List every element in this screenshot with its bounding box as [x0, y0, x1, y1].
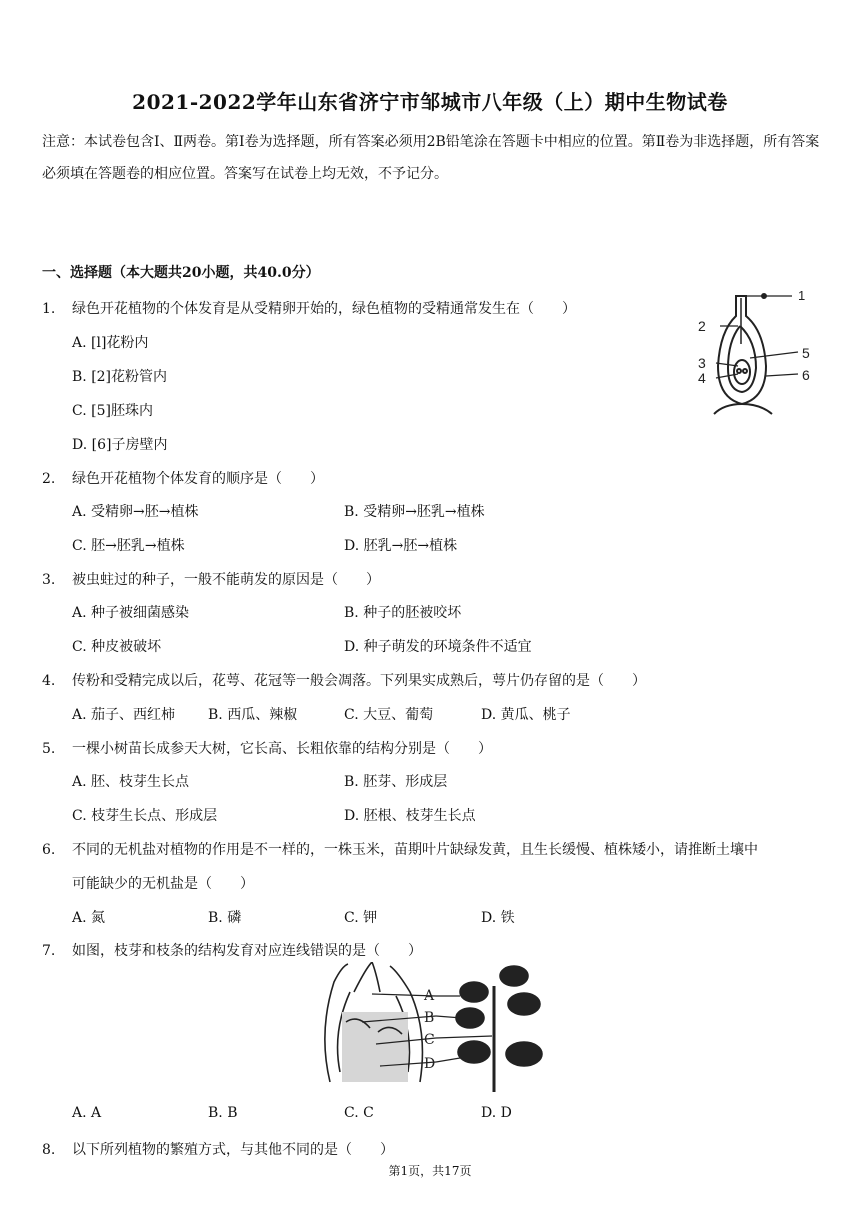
section-heading: 一、选择题（本大题共20小题，共40.0分）: [42, 265, 320, 281]
page-footer: 第1页，共17页: [388, 1164, 472, 1178]
question-7: [42, 940, 422, 960]
fig2-label-d: D: [424, 1056, 436, 1072]
question-number: 7.: [42, 943, 56, 959]
question-text: 被虫蛀过的种子，一般不能萌发的原因是（ ）: [72, 572, 380, 588]
option-1a: A. [l]花粉内: [72, 335, 149, 351]
growth-point: [354, 962, 380, 992]
polar-nucleus: [743, 369, 747, 373]
bud-branch-diagram: [310, 962, 560, 1092]
fig1-label-2: 2: [698, 318, 706, 334]
leaf-mid-left: [456, 1008, 484, 1028]
fig1-label-5: 5: [802, 345, 810, 361]
fig1-label-1: 1: [798, 288, 806, 303]
question-text: 绿色开花植物的个体发育是从受精卵开始的，绿色植物的受精通常发生在（ ）: [72, 301, 576, 317]
option-5a: A. 胚、枝芽生长点: [72, 774, 190, 790]
pistil-diagram: [694, 286, 824, 426]
fig2-label-a: A: [424, 988, 435, 1004]
option-5d: D. 胚根、枝芽生长点: [344, 808, 476, 824]
notice-text: 注意：本试卷包含Ⅰ、Ⅱ两卷。第Ⅰ卷为选择题，所有答案必须用2B铅笔涂在答题卡中相应的位置。第Ⅱ卷为非选择题，所有答案必须填在答题卷的相应位置。答案写在试卷上均无效，不予记分。: [42, 134, 820, 182]
option-2d: D. 胚乳→胚→植株: [344, 538, 458, 554]
question-number: 5.: [42, 741, 56, 757]
option-4c: C. 大豆、葡萄: [344, 707, 434, 723]
option-1c: C. [5]胚珠内: [72, 403, 153, 419]
option-5c: C. 枝芽生长点、形成层: [72, 808, 218, 824]
option-1b: B. [2]花粉管内: [72, 369, 168, 385]
option-4a: A. 茄子、西红柿: [72, 707, 176, 723]
question-8: [42, 1139, 394, 1159]
leaf-lower-left: [458, 1041, 490, 1063]
fig1-label-6: 6: [802, 367, 810, 383]
question-number: 4.: [42, 673, 56, 689]
fig2-label-b: B: [424, 1010, 435, 1026]
option-4b: B. 西瓜、辣椒: [208, 707, 298, 723]
question-text: 不同的无机盐对植物的作用是不一样的，一株玉米，苗期叶片缺绿发黄，且生长缓慢、植株矮小，请推断土壤中: [72, 842, 758, 858]
fig1-label-3: 3: [698, 355, 706, 371]
question-number: 1.: [42, 301, 56, 317]
question-5: [42, 738, 492, 758]
question-1: [42, 298, 576, 318]
ovary-outline: [718, 296, 766, 404]
option-7a: A. A: [72, 1105, 102, 1121]
option-4d: D. 黄瓜、桃子: [481, 707, 571, 723]
option-7c: C. C: [344, 1105, 374, 1121]
option-1d: D. [6]子房壁内: [72, 437, 168, 453]
question-6: [42, 839, 832, 859]
leaf-upper-left: [460, 982, 488, 1002]
egg-cell: [737, 369, 741, 373]
option-6d: D. 铁: [481, 910, 515, 926]
question-4: [42, 670, 646, 690]
question-text: 如图，枝芽和枝条的结构发育对应连线错误的是（ ）: [72, 943, 422, 959]
question-number: 3.: [42, 572, 56, 588]
question-text: 传粉和受精完成以后，花萼、花冠等一般会凋落。下列果实成熟后，萼片仍存留的是（ ）: [72, 673, 646, 689]
connector-c: [436, 1036, 492, 1038]
option-2a: A. 受精卵→胚→植株: [72, 504, 199, 520]
question-number: 8.: [42, 1142, 56, 1158]
exam-title: 2021-2022学年山东省济宁市邹城市八年级（上）期中生物试卷: [132, 90, 728, 114]
question-text: 一棵小树苗长成参天大树，它长高、长粗依靠的结构分别是（ ）: [72, 741, 492, 757]
receptacle: [714, 404, 772, 414]
option-7b: B. B: [208, 1105, 238, 1121]
option-2b: B. 受精卵→胚乳→植株: [344, 504, 485, 520]
leaf-upper-right: [508, 993, 540, 1015]
pointer-line-5: [750, 352, 798, 358]
option-7d: D. D: [481, 1105, 512, 1121]
option-2c: C. 胚→胚乳→植株: [72, 538, 185, 554]
question-number: 2.: [42, 471, 56, 487]
question-number: 6.: [42, 842, 56, 858]
option-3d: D. 种子萌发的环境条件不适宜: [344, 639, 532, 655]
option-3b: B. 种子的胚被咬坏: [344, 605, 462, 621]
connector-d: [436, 1058, 460, 1062]
option-3c: C. 种皮被破坏: [72, 639, 162, 655]
question-2: [42, 468, 324, 488]
leaf-top: [500, 966, 528, 986]
question-text: 以下所列植物的繁殖方式，与其他不同的是（ ）: [72, 1142, 394, 1158]
bud-axis-tissue: [342, 1012, 408, 1082]
option-3a: A. 种子被细菌感染: [72, 605, 190, 621]
leaf-lower-right: [506, 1042, 542, 1066]
fig1-label-4: 4: [698, 370, 706, 386]
pointer-line-6: [766, 374, 798, 376]
question-3: [42, 569, 380, 589]
option-5b: B. 胚芽、形成层: [344, 774, 448, 790]
fig2-label-c: C: [424, 1032, 435, 1048]
question-text: 绿色开花植物个体发育的顺序是（ ）: [72, 471, 324, 487]
option-6a: A. 氮: [72, 910, 106, 926]
option-6b: B. 磷: [208, 910, 242, 926]
option-6c: C. 钾: [344, 910, 378, 926]
question-6-continuation: 可能缺少的无机盐是（ ）: [72, 876, 254, 892]
